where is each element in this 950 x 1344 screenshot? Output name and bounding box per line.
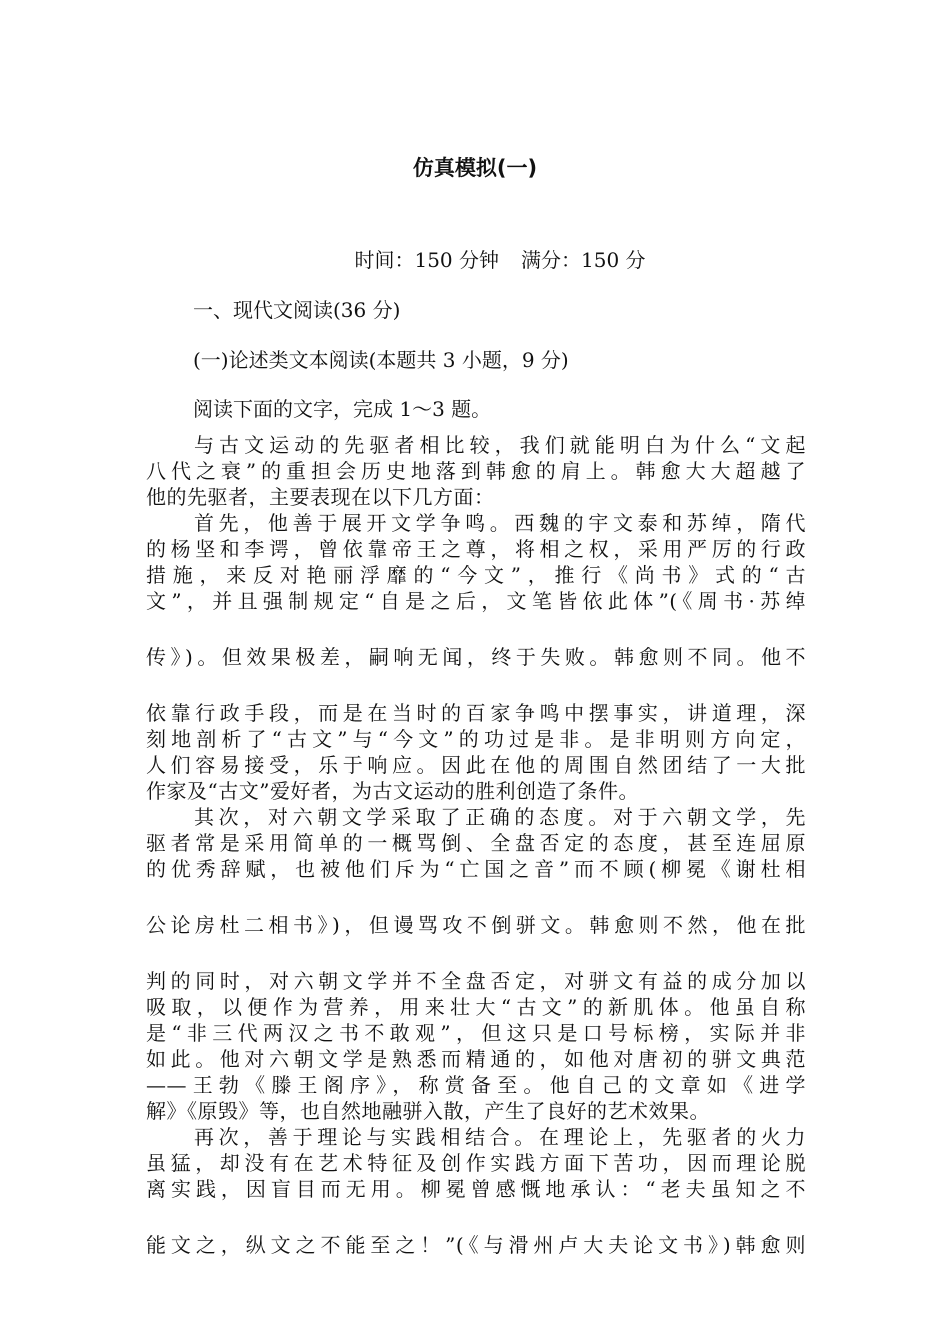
exam-time: 时间：150 分钟 [354,248,499,272]
text-line: ——王勃《滕王阁序》，称赏备至。他自己的文章如《进学 [146,1073,806,1097]
text-line: 首先，他善于展开文学争鸣。西魏的宇文泰和苏绰，隋代 [194,511,806,535]
text-line: 是“非三代两汉之书不敢观”，但这只是口号标榜，实际并非 [146,1021,806,1045]
text-line: 再次，善于理论与实践相结合。在理论上，先驱者的火力 [194,1125,806,1149]
text-line: 刻地剖析了“古文”与“今文”的功过是非。是非明则方向定， [146,727,806,751]
text-line: 其次，对六朝文学采取了正确的态度。对于六朝文学，先 [194,805,806,829]
text-line: 的优秀辞赋，也被他们斥为“亡国之音”而不顾(柳冕《谢杜相 [146,857,806,881]
subsection-heading: (一)论述类文本阅读(本题共 3 小题，9 分) [193,348,569,372]
text-line: 与古文运动的先驱者相比较，我们就能明白为什么“文起 [194,433,806,457]
text-line: 离实践，因盲目而无用。柳冕曾感慨地承认：“老夫虽知之不 [146,1177,806,1201]
text-line: 措施，来反对艳丽浮靡的“今文”，推行《尚书》式的“古 [146,563,806,587]
text-line: 依靠行政手段，而是在当时的百家争鸣中摆事实，讲道理，深 [146,701,806,725]
text-line: 能文之，纵文之不能至之！”(《与滑州卢大夫论文书》)韩愈则 [146,1233,806,1257]
reading-instruction: 阅读下面的文字，完成 1～3 题。 [193,397,492,421]
text-line: 如此。他对六朝文学是熟悉而精通的，如他对唐初的骈文典范 [146,1047,806,1071]
text-line: 吸取，以便作为营养，用来壮大“古文”的新肌体。他虽自称 [146,995,806,1019]
article-body [146,432,806,1258]
section-heading: 一、现代文阅读(36 分) [193,298,401,322]
text-line: 八代之衰”的重担会历史地落到韩愈的肩上。韩愈大大超越了 [146,459,806,483]
text-line: 判的同时，对六朝文学并不全盘否定，对骈文有益的成分加以 [146,969,806,993]
text-line: 作家及“古文”爱好者，为古文运动的胜利创造了条件。 [146,779,639,803]
text-line: 驱者常是采用简单的一概骂倒、全盘否定的态度，甚至连屈原 [146,831,806,855]
text-line: 虽猛，却没有在艺术特征及创作实践方面下苦功，因而理论脱 [146,1151,806,1175]
text-line: 解》《原毁》等，也自然地融骈入散，产生了良好的艺术效果。 [146,1099,710,1123]
text-line: 的杨坚和李谔，曾依靠帝王之尊，将相之权，采用严厉的行政 [146,537,806,561]
exam-time-info [0,244,950,276]
page-title: 仿真模拟(一) [412,156,538,180]
text-line: 他的先驱者，主要表现在以下几方面： [146,485,495,509]
text-line: 传》)。但效果极差，嗣响无闻，终于失败。韩愈则不同。他不 [146,645,806,669]
text-line: 人们容易接受，乐于响应。因此在他的周围自然团结了一大批 [146,753,806,777]
text-line: 文”，并且强制规定“自是之后，文笔皆依此体”(《周书·苏绰 [146,589,806,613]
exam-full-score: 满分：150 分 [521,248,646,272]
text-line: 公论房杜二相书》)，但谩骂攻不倒骈文。韩愈则不然，他在批 [146,913,806,937]
